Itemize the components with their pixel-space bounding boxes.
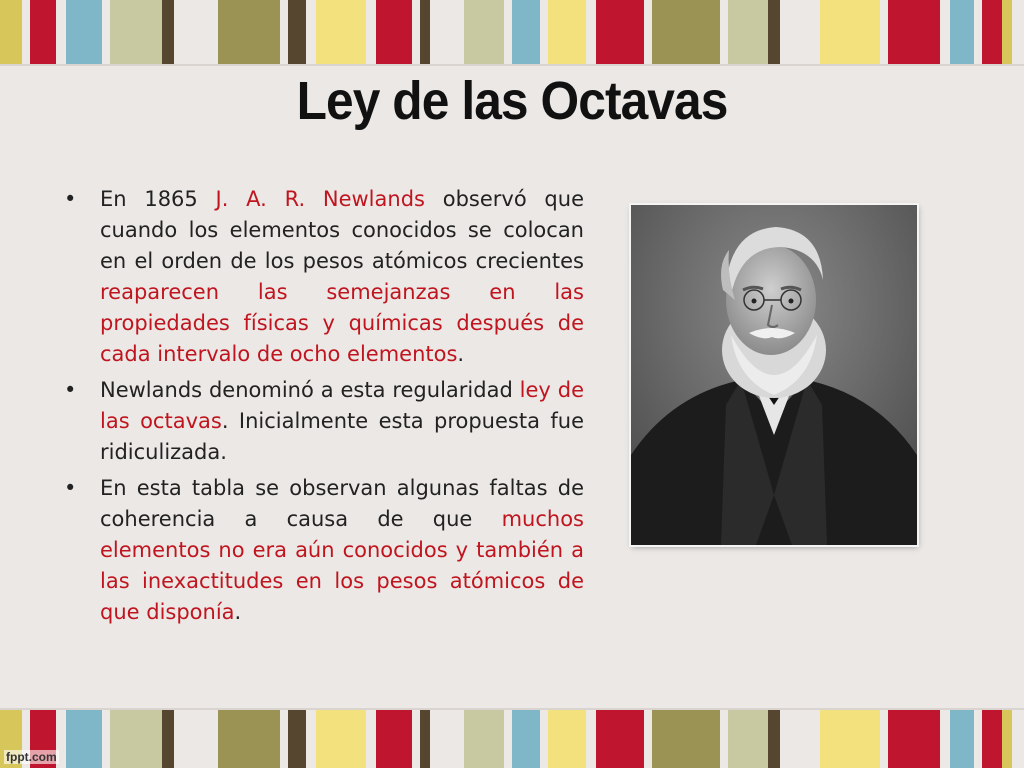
slide-title: Ley de las Octavas [296, 71, 728, 131]
watermark-label: fppt.com [6, 750, 57, 764]
top-stripe-band [0, 0, 1024, 64]
bullet-item [58, 184, 584, 370]
bullet-dot-icon: • [64, 187, 77, 211]
bullet-dot-icon: • [64, 476, 77, 500]
top-stripe-edge [0, 64, 1024, 66]
bottom-stripe-band [0, 710, 1024, 768]
highlighted-text: ley de las octavas [100, 378, 584, 433]
body-text: Newlands denominó a esta regularidad [100, 378, 520, 402]
body-text: En esta tabla se observan algunas faltas de coherencia a causa de que [100, 476, 584, 531]
bullet-item [58, 375, 584, 468]
bullet-list [58, 184, 584, 633]
highlighted-text: reaparecen las semejanzas en las propiedades físicas y químicas después de cada intervalo de ocho elementos [100, 280, 584, 366]
bullet-item [58, 473, 584, 628]
body-text: . [457, 342, 465, 366]
newlands-portrait-image [631, 205, 917, 545]
body-text: . [234, 600, 242, 624]
portrait-illustration [631, 205, 917, 545]
body-text: . Inicialmente esta propuesta fue ridiculizada. [100, 409, 584, 464]
highlighted-text: muchos elementos no era aún conocidos y también a las inexactitudes en los pesos atómicos de que disponía [100, 507, 584, 624]
bullet-dot-icon: • [64, 378, 77, 402]
highlighted-text: J. A. R. Newlands [215, 187, 425, 211]
body-text: observó que cuando los elementos conocidos se colocan en el orden de los pesos atómicos crecientes [100, 187, 584, 273]
body-text: En 1865 [100, 187, 216, 211]
